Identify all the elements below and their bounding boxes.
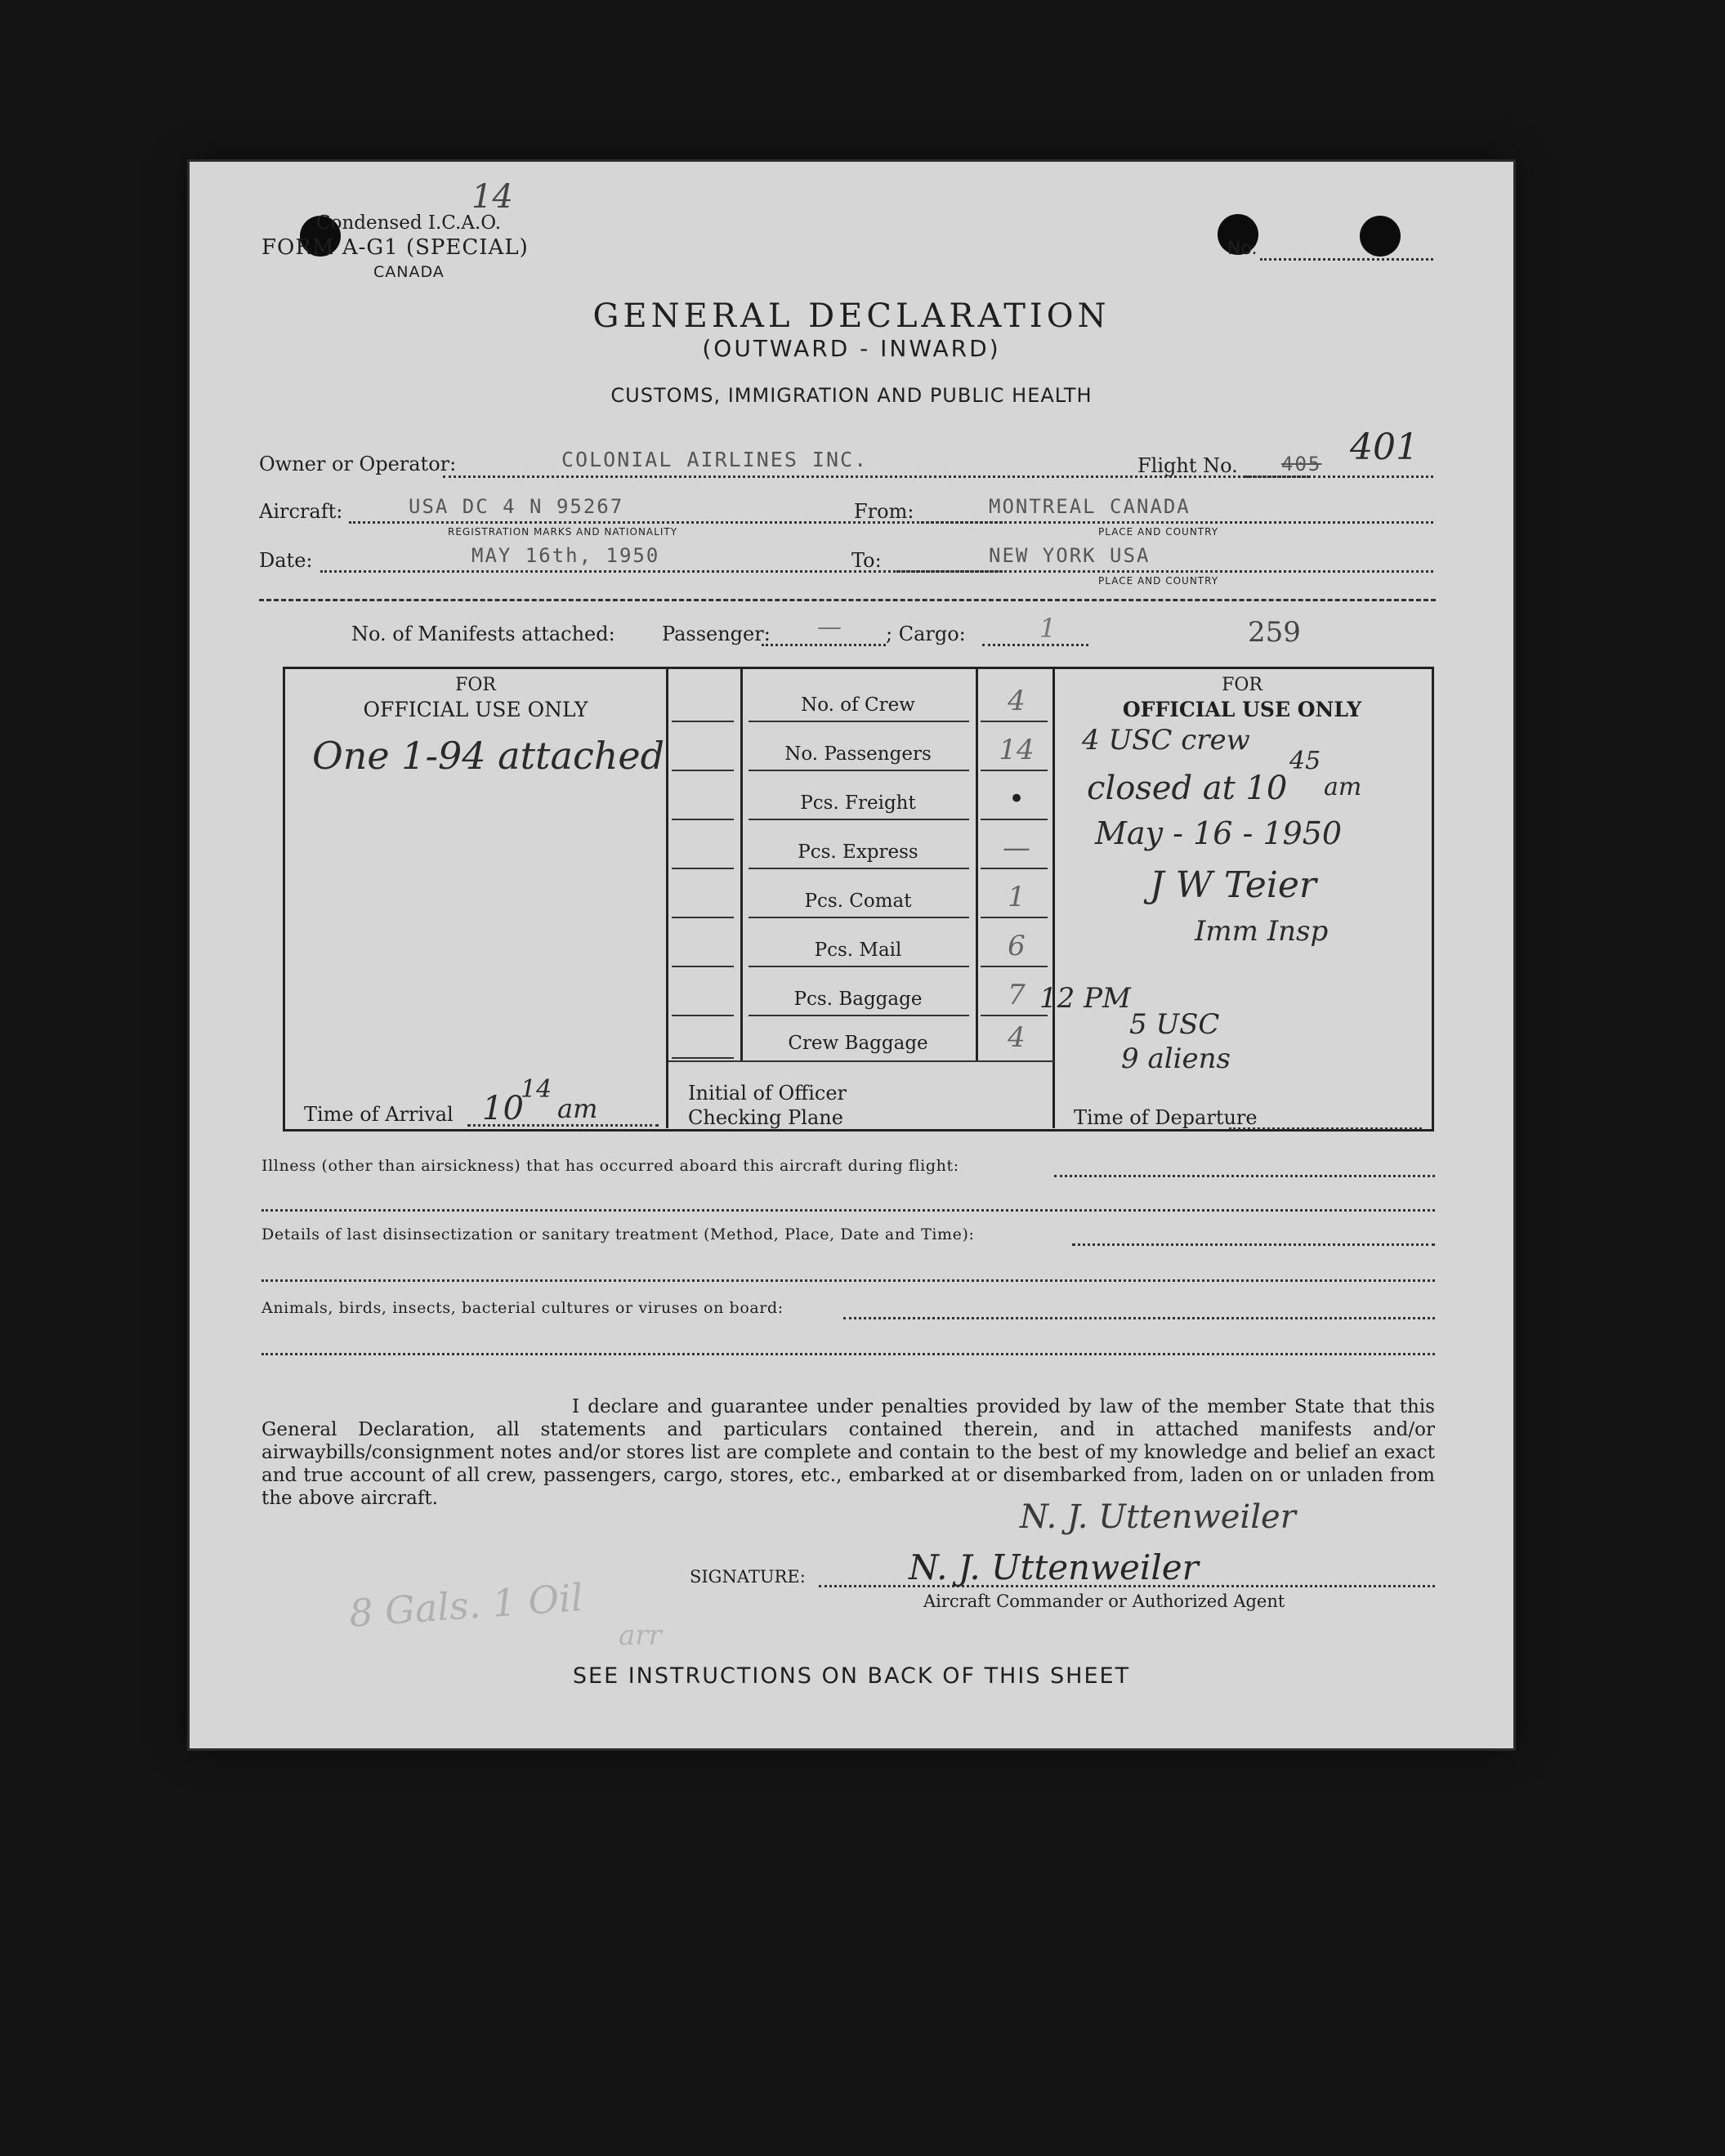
official-left-for: FOR bbox=[455, 675, 496, 695]
count-rule bbox=[749, 917, 969, 918]
header-separator bbox=[259, 599, 1436, 601]
manifests-passenger-line bbox=[762, 644, 886, 646]
official-right-heading: OFFICIAL USE ONLY bbox=[1122, 698, 1362, 721]
official-right-note-2-suffix: am bbox=[1324, 773, 1362, 801]
official-right-note-8: 9 aliens bbox=[1121, 1042, 1231, 1075]
count-value: • bbox=[1008, 783, 1026, 815]
to-line bbox=[896, 570, 1433, 573]
count-right-rule bbox=[981, 966, 1048, 967]
count-left-rule bbox=[672, 770, 734, 771]
arrival-suffix: am bbox=[557, 1093, 598, 1124]
arrival-value: 10 bbox=[482, 1090, 524, 1127]
from-label: From: bbox=[854, 500, 914, 523]
count-label: No. Passengers bbox=[784, 743, 932, 765]
count-label: Pcs. Express bbox=[798, 841, 918, 863]
count-left-rule bbox=[672, 1057, 734, 1059]
signed-name-upper: N. J. Uttenweiler bbox=[1020, 1498, 1296, 1536]
flight-value: 401 bbox=[1350, 426, 1419, 468]
manifests-cargo-line bbox=[982, 644, 1088, 646]
count-rule bbox=[749, 966, 969, 967]
count-right-rule bbox=[981, 1015, 1048, 1016]
table-divider-2 bbox=[740, 668, 743, 1060]
count-value: 1 bbox=[1008, 881, 1026, 913]
flight-line bbox=[1245, 475, 1433, 478]
aircraft-label: Aircraft: bbox=[259, 500, 343, 523]
animals-line-1 bbox=[843, 1317, 1435, 1319]
count-value: — bbox=[1003, 832, 1030, 864]
initial-officer-line2: Checking Plane bbox=[688, 1106, 843, 1129]
count-label: No. of Crew bbox=[801, 694, 915, 716]
count-left-rule bbox=[672, 721, 734, 722]
form-country: CANADA bbox=[373, 263, 445, 281]
manifests-cargo-label: ; Cargo: bbox=[886, 623, 966, 645]
date-value: MAY 16th, 1950 bbox=[471, 544, 660, 567]
official-right-note-7: 5 USC bbox=[1129, 1008, 1220, 1041]
initial-officer-line1: Initial of Officer bbox=[688, 1082, 847, 1105]
from-value: MONTREAL CANADA bbox=[989, 495, 1191, 518]
count-value: 4 bbox=[1008, 685, 1026, 717]
manifests-passenger-value: — bbox=[817, 613, 842, 641]
count-right-rule bbox=[981, 917, 1048, 918]
illness-line-2 bbox=[261, 1209, 1435, 1212]
count-rule bbox=[749, 721, 969, 722]
official-right-for: FOR bbox=[1222, 675, 1262, 695]
departure-label: Time of Departure bbox=[1074, 1106, 1258, 1129]
arrival-label: Time of Arrival bbox=[304, 1103, 454, 1126]
form-id-line2: FORM A-G1 (SPECIAL) bbox=[261, 235, 529, 260]
count-rule bbox=[749, 868, 969, 869]
count-right-rule bbox=[981, 770, 1048, 771]
count-right-rule bbox=[981, 819, 1048, 820]
count-left-rule bbox=[672, 966, 734, 967]
owner-label: Owner or Operator: bbox=[259, 453, 457, 475]
form-id-line1: Condensed I.C.A.O. bbox=[316, 212, 502, 234]
arrival-sup: 14 bbox=[521, 1075, 552, 1104]
stamp-number: 259 bbox=[1248, 616, 1301, 649]
count-rule bbox=[749, 819, 969, 820]
manifests-cargo-value: 1 bbox=[1039, 613, 1057, 644]
official-left-note: One 1-94 attached bbox=[312, 734, 665, 778]
aircraft-caption: REGISTRATION MARKS AND NATIONALITY bbox=[448, 526, 678, 538]
to-label: To: bbox=[851, 549, 882, 572]
page-title: GENERAL DECLARATION bbox=[592, 297, 1111, 335]
official-right-note-4: J W Teier bbox=[1150, 864, 1316, 906]
count-label: Pcs. Comat bbox=[804, 891, 912, 912]
illness-line-1 bbox=[1054, 1175, 1435, 1177]
official-right-note-3: May - 16 - 1950 bbox=[1095, 815, 1343, 851]
count-value: 4 bbox=[1008, 1021, 1026, 1054]
count-value: 7 bbox=[1008, 979, 1026, 1011]
official-right-note-2-sup: 45 bbox=[1289, 747, 1321, 775]
table-divider-4 bbox=[1052, 668, 1055, 1128]
date-label: Date: bbox=[259, 549, 313, 572]
count-value: 6 bbox=[1008, 930, 1026, 962]
table-inner-bottom bbox=[668, 1060, 1054, 1062]
aircraft-value: USA DC 4 N 95267 bbox=[409, 495, 624, 518]
count-rule bbox=[749, 1015, 969, 1016]
count-right-rule bbox=[981, 721, 1048, 722]
table-divider-1 bbox=[666, 668, 668, 1128]
to-value: NEW YORK USA bbox=[989, 544, 1151, 567]
punch-hole-right-2 bbox=[1360, 216, 1401, 257]
count-label: Pcs. Freight bbox=[800, 792, 916, 814]
official-right-note-2: closed at 10 bbox=[1087, 770, 1288, 807]
signed-name-lower: N. J. Uttenweiler bbox=[909, 1547, 1199, 1587]
animals-line-2 bbox=[261, 1353, 1435, 1355]
number-line bbox=[1260, 258, 1433, 261]
owner-value: COLONIAL AIRLINES INC. bbox=[561, 448, 869, 471]
to-caption: PLACE AND COUNTRY bbox=[1098, 575, 1219, 587]
animals-label: Animals, birds, insects, bacterial cultures or viruses on board: bbox=[261, 1299, 784, 1317]
page-subtitle: (OUTWARD - INWARD) bbox=[702, 335, 1001, 362]
margin-note-line2: arr bbox=[619, 1619, 662, 1652]
table-divider-3 bbox=[976, 668, 978, 1060]
count-value: 14 bbox=[999, 734, 1035, 766]
count-left-rule bbox=[672, 1015, 734, 1016]
official-right-note-1: 4 USC crew bbox=[1082, 724, 1250, 757]
departure-line bbox=[1229, 1127, 1422, 1130]
from-line bbox=[917, 521, 1433, 524]
declaration-sheet bbox=[190, 162, 1513, 1748]
count-left-rule bbox=[672, 868, 734, 869]
count-left-rule bbox=[672, 819, 734, 820]
official-right-note-6: 12 PM bbox=[1039, 982, 1131, 1015]
declaration-text: I declare and guarantee under penalties provided by law of the member State that this General Declaration, all statements and particulars contained therein, and in attached manifests and/or airwaybills/consignment notes and/or stores list are complete and contain to the best of my knowledge and belief an exact and true account of all crew, passengers, cargo, stores, etc., embarked at or disembarked from, laden on or unladen from the above aircraft. bbox=[261, 1396, 1435, 1509]
number-label: No. bbox=[1227, 239, 1258, 259]
official-left-heading: OFFICIAL USE ONLY bbox=[363, 698, 588, 721]
margin-note-line1: 8 Gals. 1 Oil bbox=[347, 1575, 585, 1636]
count-label: Pcs. Baggage bbox=[793, 989, 923, 1010]
count-rule bbox=[749, 770, 969, 771]
official-right-note-5: Imm Insp bbox=[1195, 915, 1329, 948]
count-right-rule bbox=[981, 868, 1048, 869]
corner-mark: 14 bbox=[471, 178, 513, 216]
disinsect-line-2 bbox=[261, 1279, 1435, 1282]
count-label: Crew Baggage bbox=[788, 1033, 928, 1054]
flight-struck-value: 405 bbox=[1281, 453, 1322, 475]
signature-label: SIGNATURE: bbox=[690, 1567, 806, 1587]
manifests-label: No. of Manifests attached: bbox=[351, 623, 615, 645]
count-left-rule bbox=[672, 917, 734, 918]
count-label: Pcs. Mail bbox=[814, 940, 902, 961]
flight-label: Flight No. bbox=[1137, 454, 1238, 477]
illness-label: Illness (other than airsickness) that has occurred aboard this aircraft during flight: bbox=[261, 1157, 959, 1175]
disinsect-line-1 bbox=[1072, 1243, 1435, 1246]
from-caption: PLACE AND COUNTRY bbox=[1098, 526, 1219, 538]
disinsect-label: Details of last disinsectization or sanitary treatment (Method, Place, Date and Time): bbox=[261, 1225, 975, 1243]
manifests-passenger-label: Passenger: bbox=[662, 623, 771, 645]
footer-instructions: SEE INSTRUCTIONS ON BACK OF THIS SHEET bbox=[572, 1663, 1131, 1689]
agencies-line: CUSTOMS, IMMIGRATION AND PUBLIC HEALTH bbox=[610, 384, 1093, 407]
signature-caption: Aircraft Commander or Authorized Agent bbox=[923, 1591, 1285, 1611]
